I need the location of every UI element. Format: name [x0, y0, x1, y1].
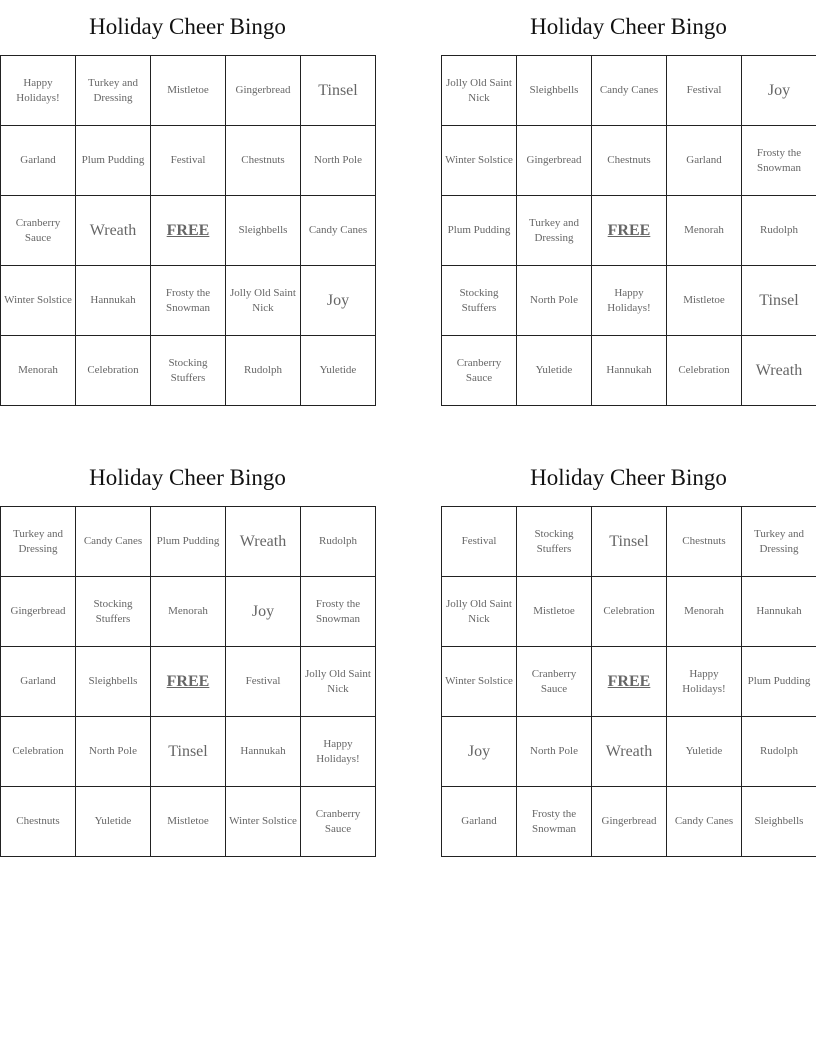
bingo-cell: Wreath: [76, 196, 151, 266]
bingo-cell: Plum Pudding: [76, 126, 151, 196]
bingo-cell: Frosty the Snowman: [742, 126, 816, 196]
bingo-cell: Hannukah: [592, 336, 667, 406]
bingo-cell: Festival: [667, 56, 742, 126]
bingo-cell: Stocking Stuffers: [76, 577, 151, 647]
bingo-cell: Gingerbread: [517, 126, 592, 196]
grid-row: [1, 126, 376, 196]
bingo-cell: Turkey and Dressing: [1, 507, 76, 577]
bingo-cell: Frosty the Snowman: [151, 266, 226, 336]
bingo-cell: Candy Canes: [76, 507, 151, 577]
bingo-cell: Cranberry Sauce: [442, 336, 517, 406]
bingo-cell: Menorah: [151, 577, 226, 647]
bingo-cell: Garland: [1, 126, 76, 196]
bingo-cell: Candy Canes: [301, 196, 376, 266]
bingo-cell: Chestnuts: [1, 787, 76, 857]
bingo-cell: Hannukah: [76, 266, 151, 336]
bingo-cell: Yuletide: [301, 336, 376, 406]
bingo-cell: Candy Canes: [667, 787, 742, 857]
bingo-cell: Wreath: [592, 717, 667, 787]
bingo-cell: Tinsel: [742, 266, 816, 336]
bingo-cell: Plum Pudding: [742, 647, 816, 717]
bingo-cell: Mistletoe: [151, 56, 226, 126]
bingo-cell: Joy: [301, 266, 376, 336]
bingo-cell: Gingerbread: [226, 56, 301, 126]
bingo-cell: Yuletide: [76, 787, 151, 857]
bingo-cell: Garland: [1, 647, 76, 717]
grid-row: [442, 507, 816, 577]
card-title: Holiday Cheer Bingo: [530, 14, 727, 39]
grid-row: [1, 787, 376, 857]
bingo-cell: Stocking Stuffers: [517, 507, 592, 577]
bingo-grid: [0, 55, 376, 406]
bingo-cell: Winter Solstice: [1, 266, 76, 336]
grid-row: [442, 717, 816, 787]
bingo-card-1: [0, 0, 375, 406]
bingo-cell: Menorah: [1, 336, 76, 406]
bingo-cell: Yuletide: [667, 717, 742, 787]
bingo-cell: Jolly Old Saint Nick: [442, 577, 517, 647]
bingo-cell: Happy Holidays!: [1, 56, 76, 126]
bingo-cell: Turkey and Dressing: [517, 196, 592, 266]
bingo-cell: Candy Canes: [592, 56, 667, 126]
bingo-cell: North Pole: [517, 266, 592, 336]
bingo-cell: Mistletoe: [517, 577, 592, 647]
grid-row: [1, 196, 376, 266]
bingo-cell: Celebration: [667, 336, 742, 406]
bingo-cell: Happy Holidays!: [592, 266, 667, 336]
bingo-cell: Winter Solstice: [442, 126, 517, 196]
bingo-cell: Cranberry Sauce: [1, 196, 76, 266]
bingo-cell: Happy Holidays!: [301, 717, 376, 787]
bingo-cell: Festival: [151, 126, 226, 196]
bingo-cell: Joy: [226, 577, 301, 647]
bingo-cell: Hannukah: [226, 717, 301, 787]
bingo-cell: Rudolph: [742, 196, 816, 266]
bingo-cell: Festival: [442, 507, 517, 577]
grid-row: [442, 126, 816, 196]
bingo-cell: Tinsel: [592, 507, 667, 577]
bingo-grid: [441, 55, 816, 406]
bingo-cell: Garland: [442, 787, 517, 857]
bingo-grid: [441, 506, 816, 857]
bingo-cell: Wreath: [742, 336, 816, 406]
bingo-cell: Sleighbells: [742, 787, 816, 857]
bingo-cell: Sleighbells: [517, 56, 592, 126]
bingo-cell: Stocking Stuffers: [442, 266, 517, 336]
grid-row: [1, 56, 376, 126]
bingo-cell: Plum Pudding: [442, 196, 517, 266]
bingo-cell: Menorah: [667, 196, 742, 266]
bingo-cell: Festival: [226, 647, 301, 717]
bingo-card-2: [441, 0, 816, 406]
bingo-cell: North Pole: [301, 126, 376, 196]
grid-row: [442, 266, 816, 336]
bingo-cell: Rudolph: [226, 336, 301, 406]
bingo-cell: Gingerbread: [1, 577, 76, 647]
bingo-cell: Hannukah: [742, 577, 816, 647]
bingo-card-3: [0, 451, 375, 857]
bingo-cell: Frosty the Snowman: [301, 577, 376, 647]
grid-row: [1, 507, 376, 577]
grid-row: [442, 196, 816, 266]
bingo-cell: Gingerbread: [592, 787, 667, 857]
grid-row: [1, 717, 376, 787]
grid-row: [1, 647, 376, 717]
bingo-cell: Sleighbells: [226, 196, 301, 266]
grid-row: [442, 577, 816, 647]
bingo-cell: Celebration: [1, 717, 76, 787]
grid-row: [442, 56, 816, 126]
bingo-cell: Jolly Old Saint Nick: [301, 647, 376, 717]
free-space-cell: FREE: [592, 647, 667, 717]
card-title: Holiday Cheer Bingo: [89, 465, 286, 490]
grid-row: [442, 647, 816, 717]
bingo-cell: Chestnuts: [226, 126, 301, 196]
bingo-cell: Jolly Old Saint Nick: [226, 266, 301, 336]
free-space-cell: FREE: [592, 196, 667, 266]
bingo-cell: Menorah: [667, 577, 742, 647]
bingo-cell: Sleighbells: [76, 647, 151, 717]
bingo-cell: Chestnuts: [592, 126, 667, 196]
bingo-cell: Mistletoe: [151, 787, 226, 857]
bingo-cell: Mistletoe: [667, 266, 742, 336]
bingo-cell: North Pole: [517, 717, 592, 787]
bingo-cell: Turkey and Dressing: [76, 56, 151, 126]
bingo-cell: Rudolph: [742, 717, 816, 787]
bingo-cell: Garland: [667, 126, 742, 196]
bingo-grid: [0, 506, 376, 857]
free-space-cell: FREE: [151, 196, 226, 266]
bingo-cell: Jolly Old Saint Nick: [442, 56, 517, 126]
grid-row: [442, 336, 816, 406]
bingo-cell: Joy: [742, 56, 816, 126]
free-space-cell: FREE: [151, 647, 226, 717]
bingo-cell: Cranberry Sauce: [301, 787, 376, 857]
bingo-cell: Wreath: [226, 507, 301, 577]
bingo-cell: Tinsel: [301, 56, 376, 126]
bingo-cell: Joy: [442, 717, 517, 787]
grid-row: [442, 787, 816, 857]
bingo-cell: Plum Pudding: [151, 507, 226, 577]
bingo-cell: Stocking Stuffers: [151, 336, 226, 406]
bingo-cell: Yuletide: [517, 336, 592, 406]
bingo-cell: Winter Solstice: [442, 647, 517, 717]
bingo-cell: North Pole: [76, 717, 151, 787]
bingo-cell: Celebration: [592, 577, 667, 647]
card-title: Holiday Cheer Bingo: [89, 14, 286, 39]
grid-row: [1, 577, 376, 647]
bingo-cell: Rudolph: [301, 507, 376, 577]
card-title: Holiday Cheer Bingo: [530, 465, 727, 490]
bingo-card-4: [441, 451, 816, 857]
bingo-cell: Celebration: [76, 336, 151, 406]
grid-row: [1, 266, 376, 336]
bingo-cell: Tinsel: [151, 717, 226, 787]
bingo-cell: Turkey and Dressing: [742, 507, 816, 577]
bingo-cell: Cranberry Sauce: [517, 647, 592, 717]
bingo-cell: Winter Solstice: [226, 787, 301, 857]
bingo-cell: Chestnuts: [667, 507, 742, 577]
bingo-cell: Happy Holidays!: [667, 647, 742, 717]
grid-row: [1, 336, 376, 406]
bingo-cell: Frosty the Snowman: [517, 787, 592, 857]
